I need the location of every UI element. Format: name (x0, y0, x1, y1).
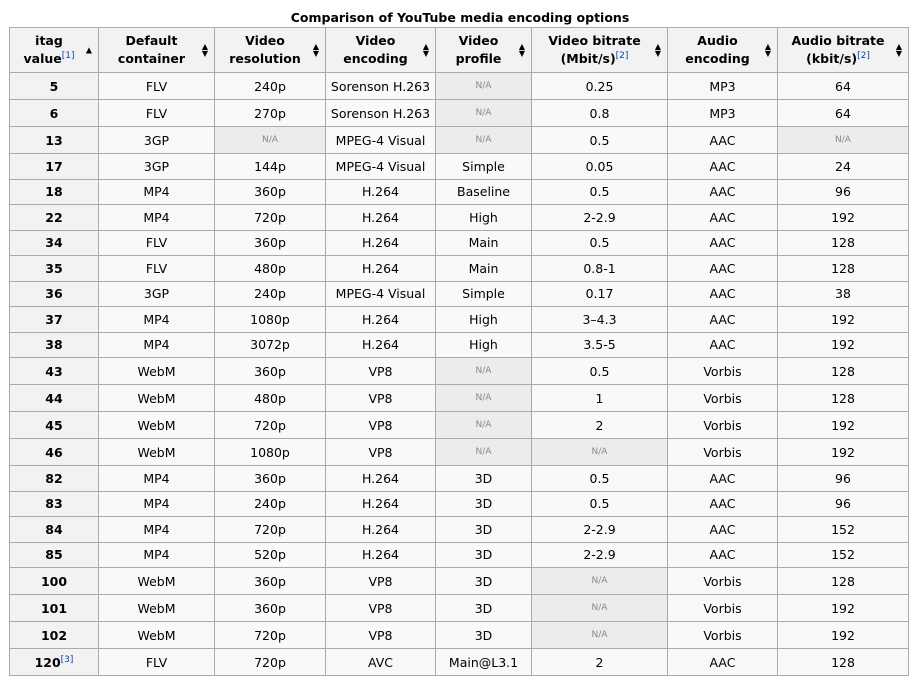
column-header-itag-value[interactable] (10, 28, 99, 73)
video-profile-cell: N/A (436, 412, 532, 439)
audio-encoding-cell: AAC (668, 542, 778, 568)
reference-link[interactable]: [2] (857, 50, 870, 61)
itag-value: 13 (45, 132, 63, 148)
video-encoding-cell: AVC (326, 649, 436, 676)
audio-bitrate-cell: 192 (778, 307, 909, 333)
video-encoding-cell: H.264 (326, 542, 436, 568)
video-encoding-cell: H.264 (326, 491, 436, 517)
table-row (10, 100, 909, 127)
audio-bitrate-cell: 38 (778, 281, 909, 307)
video-bitrate-cell: 0.5 (532, 127, 668, 154)
video-encoding-cell: MPEG-4 Visual (326, 281, 436, 307)
table-body (10, 73, 909, 676)
video-profile-cell: N/A (436, 127, 532, 154)
itag-value: 100 (40, 573, 68, 589)
itag-cell (10, 385, 99, 412)
itag-value: 5 (49, 78, 59, 94)
audio-encoding-cell: AAC (668, 517, 778, 543)
video-encoding-cell: VP8 (326, 439, 436, 466)
itag-value: 85 (45, 547, 63, 563)
audio-encoding-cell: Vorbis (668, 595, 778, 622)
itag-value: 38 (45, 337, 63, 353)
video-bitrate-cell: N/A (532, 439, 668, 466)
itag-value: 18 (45, 184, 63, 200)
audio-bitrate-cell: N/A (778, 127, 909, 154)
video-encoding-cell: Sorenson H.263 (326, 100, 436, 127)
resolution-cell: 360p (215, 595, 326, 622)
itag-cell (10, 281, 99, 307)
video-profile-cell: N/A (436, 358, 532, 385)
audio-bitrate-cell: 192 (778, 412, 909, 439)
video-bitrate-cell: 0.5 (532, 358, 668, 385)
container-cell: MP4 (99, 517, 215, 543)
table-row (10, 385, 909, 412)
resolution-cell: 360p (215, 568, 326, 595)
itag-cell (10, 100, 99, 127)
container-cell: MP4 (99, 466, 215, 492)
video-profile-cell: N/A (436, 73, 532, 100)
audio-bitrate-cell: 64 (778, 100, 909, 127)
table-row (10, 179, 909, 205)
resolution-cell: 360p (215, 179, 326, 205)
table-row (10, 281, 909, 307)
audio-encoding-cell: Vorbis (668, 385, 778, 412)
audio-bitrate-cell: 192 (778, 622, 909, 649)
itag-value: 46 (45, 444, 63, 460)
video-bitrate-cell: 1 (532, 385, 668, 412)
table-row (10, 466, 909, 492)
resolution-cell: 360p (215, 358, 326, 385)
video-bitrate-cell: 0.5 (532, 491, 668, 517)
audio-bitrate-cell: 128 (778, 568, 909, 595)
sort-both-icon[interactable]: ▲ ▼ (895, 42, 902, 58)
video-bitrate-cell: 2-2.9 (532, 517, 668, 543)
table-row (10, 230, 909, 256)
itag-value: 6 (49, 105, 59, 121)
table-row (10, 412, 909, 439)
container-cell: WebM (99, 439, 215, 466)
itag-value: 35 (45, 260, 63, 276)
resolution-cell: 240p (215, 491, 326, 517)
table-row (10, 205, 909, 231)
column-header-video-bitrate[interactable] (532, 28, 668, 73)
itag-cell (10, 649, 99, 676)
resolution-cell: 720p (215, 517, 326, 543)
sort-both-icon[interactable]: ▲ ▼ (654, 42, 661, 58)
itag-value: 34 (45, 235, 63, 251)
container-cell: 3GP (99, 127, 215, 154)
video-encoding-cell: H.264 (326, 466, 436, 492)
video-profile-cell: High (436, 307, 532, 333)
video-encoding-cell: H.264 (326, 256, 436, 282)
audio-bitrate-cell: 152 (778, 517, 909, 543)
itag-value: 120 (34, 654, 61, 670)
video-bitrate-cell: 3.5-5 (532, 332, 668, 358)
column-header-video-resolution[interactable] (215, 28, 326, 73)
audio-encoding-cell: Vorbis (668, 439, 778, 466)
audio-bitrate-cell: 96 (778, 491, 909, 517)
table-row (10, 517, 909, 543)
resolution-cell: 240p (215, 281, 326, 307)
resolution-cell: 1080p (215, 307, 326, 333)
audio-bitrate-cell: 96 (778, 466, 909, 492)
column-header-label: Video (245, 33, 285, 48)
video-encoding-cell: H.264 (326, 307, 436, 333)
audio-encoding-cell: AAC (668, 649, 778, 676)
itag-cell (10, 412, 99, 439)
audio-bitrate-cell: 128 (778, 649, 909, 676)
audio-bitrate-cell: 152 (778, 542, 909, 568)
column-header-video-profile[interactable] (436, 28, 532, 73)
column-header-label: resolution (229, 51, 301, 66)
video-bitrate-cell: 0.8 (532, 100, 668, 127)
audio-encoding-cell: AAC (668, 466, 778, 492)
table-row (10, 595, 909, 622)
table-row (10, 439, 909, 466)
container-cell: FLV (99, 73, 215, 100)
column-header-label: (kbit/s) (806, 51, 858, 66)
sort-ascending-icon[interactable]: ▲ (85, 45, 92, 55)
table-row (10, 332, 909, 358)
video-bitrate-cell: 0.8-1 (532, 256, 668, 282)
column-header-label: Video (355, 33, 396, 48)
table-row (10, 154, 909, 180)
video-profile-cell: 3D (436, 517, 532, 543)
video-encoding-cell: Sorenson H.263 (326, 73, 436, 100)
video-profile-cell: Baseline (436, 179, 532, 205)
table-row (10, 127, 909, 154)
itag-cell (10, 622, 99, 649)
audio-encoding-cell: AAC (668, 281, 778, 307)
itag-cell (10, 595, 99, 622)
audio-bitrate-cell: 192 (778, 595, 909, 622)
column-header-label: itag (35, 33, 63, 48)
audio-bitrate-cell: 96 (778, 179, 909, 205)
video-profile-cell: 3D (436, 622, 532, 649)
video-encoding-cell: H.264 (326, 205, 436, 231)
itag-value: 37 (45, 311, 63, 327)
container-cell: WebM (99, 385, 215, 412)
itag-value: 17 (45, 158, 63, 174)
column-header-label: (Mbit/s) (560, 51, 616, 66)
itag-cell (10, 154, 99, 180)
audio-bitrate-cell: 24 (778, 154, 909, 180)
video-encoding-cell: MPEG-4 Visual (326, 154, 436, 180)
video-encoding-cell: H.264 (326, 179, 436, 205)
audio-bitrate-cell: 128 (778, 256, 909, 282)
video-bitrate-cell: 0.5 (532, 466, 668, 492)
itag-value: 22 (45, 209, 63, 225)
table-row (10, 73, 909, 100)
video-profile-cell: Main (436, 256, 532, 282)
video-profile-cell: N/A (436, 385, 532, 412)
audio-bitrate-cell: 192 (778, 205, 909, 231)
video-profile-cell: N/A (436, 100, 532, 127)
container-cell: 3GP (99, 154, 215, 180)
video-encoding-cell: VP8 (326, 568, 436, 595)
table-row (10, 568, 909, 595)
resolution-cell: 480p (215, 385, 326, 412)
container-cell: FLV (99, 230, 215, 256)
audio-bitrate-cell: 192 (778, 439, 909, 466)
resolution-cell: 144p (215, 154, 326, 180)
itag-cell (10, 205, 99, 231)
audio-bitrate-cell: 128 (778, 385, 909, 412)
column-header-label: Video bitrate (548, 33, 641, 48)
itag-cell (10, 256, 99, 282)
audio-encoding-cell: AAC (668, 491, 778, 517)
itag-cell (10, 332, 99, 358)
video-encoding-cell: VP8 (326, 622, 436, 649)
audio-encoding-cell: AAC (668, 179, 778, 205)
audio-encoding-cell: AAC (668, 154, 778, 180)
container-cell: FLV (99, 256, 215, 282)
table-row (10, 358, 909, 385)
container-cell: FLV (99, 100, 215, 127)
resolution-cell: 360p (215, 230, 326, 256)
video-encoding-cell: H.264 (326, 332, 436, 358)
container-cell: WebM (99, 622, 215, 649)
video-profile-cell: 3D (436, 491, 532, 517)
container-cell: WebM (99, 358, 215, 385)
video-profile-cell: N/A (436, 439, 532, 466)
audio-bitrate-cell: 64 (778, 73, 909, 100)
video-bitrate-cell: 2-2.9 (532, 542, 668, 568)
video-profile-cell: Main@L3.1 (436, 649, 532, 676)
reference-link[interactable]: [2] (615, 50, 629, 61)
itag-value: 101 (40, 600, 68, 616)
audio-encoding-cell: Vorbis (668, 412, 778, 439)
resolution-cell: 720p (215, 205, 326, 231)
table-row (10, 256, 909, 282)
encoding-comparison-table (9, 27, 909, 676)
column-header-audio-encoding[interactable] (668, 28, 778, 73)
resolution-cell: 1080p (215, 439, 326, 466)
column-header-audio-bitrate[interactable] (778, 28, 909, 73)
table-row (10, 491, 909, 517)
resolution-cell: 720p (215, 622, 326, 649)
itag-cell (10, 179, 99, 205)
video-bitrate-cell: 3–4.3 (532, 307, 668, 333)
audio-encoding-cell: AAC (668, 205, 778, 231)
container-cell: MP4 (99, 491, 215, 517)
audio-bitrate-cell: 192 (778, 332, 909, 358)
itag-cell (10, 568, 99, 595)
table-row (10, 307, 909, 333)
video-bitrate-cell: N/A (532, 595, 668, 622)
audio-encoding-cell: MP3 (668, 100, 778, 127)
container-cell: 3GP (99, 281, 215, 307)
video-bitrate-cell: 0.5 (532, 230, 668, 256)
video-profile-cell: 3D (436, 595, 532, 622)
itag-value: 45 (45, 417, 63, 433)
container-cell: WebM (99, 568, 215, 595)
resolution-cell: 480p (215, 256, 326, 282)
resolution-cell: N/A (215, 127, 326, 154)
itag-value: 36 (45, 286, 63, 302)
itag-cell (10, 73, 99, 100)
video-bitrate-cell: N/A (532, 622, 668, 649)
table-row (10, 542, 909, 568)
itag-cell (10, 439, 99, 466)
column-header-label: profile (455, 51, 502, 66)
sort-both-icon[interactable]: ▲ ▼ (518, 42, 525, 58)
resolution-cell: 360p (215, 466, 326, 492)
itag-value: 82 (45, 470, 63, 486)
video-encoding-cell: VP8 (326, 358, 436, 385)
column-header-label: Audio bitrate (791, 33, 885, 48)
video-profile-cell: Main (436, 230, 532, 256)
audio-bitrate-cell: 128 (778, 230, 909, 256)
itag-cell (10, 517, 99, 543)
column-header-label: Default (125, 33, 178, 48)
sort-both-icon[interactable]: ▲ ▼ (312, 42, 319, 58)
itag-value: 43 (45, 363, 63, 379)
column-header-video-encoding[interactable] (326, 28, 436, 73)
resolution-cell: 3072p (215, 332, 326, 358)
column-header-label: value (23, 51, 62, 66)
sort-both-icon[interactable]: ▲ ▼ (764, 42, 771, 58)
itag-value: 83 (45, 496, 63, 512)
video-profile-cell: 3D (436, 542, 532, 568)
video-bitrate-cell: 2-2.9 (532, 205, 668, 231)
header-row (10, 28, 909, 73)
column-header-label: container (117, 51, 186, 66)
video-profile-cell: 3D (436, 466, 532, 492)
container-cell: MP4 (99, 179, 215, 205)
container-cell: MP4 (99, 307, 215, 333)
column-header-label: encoding (685, 51, 750, 66)
video-encoding-cell: VP8 (326, 595, 436, 622)
video-bitrate-cell: 0.05 (532, 154, 668, 180)
video-encoding-cell: VP8 (326, 412, 436, 439)
video-encoding-cell: H.264 (326, 517, 436, 543)
audio-encoding-cell: Vorbis (668, 622, 778, 649)
reference-link[interactable]: [3] (60, 654, 74, 665)
sort-both-icon[interactable]: ▲ ▼ (422, 42, 429, 58)
video-bitrate-cell: 0.5 (532, 179, 668, 205)
video-profile-cell: High (436, 332, 532, 358)
audio-encoding-cell: Vorbis (668, 568, 778, 595)
itag-value: 102 (40, 627, 68, 643)
column-header-label: Audio (697, 33, 738, 48)
video-profile-cell: Simple (436, 281, 532, 307)
video-bitrate-cell: N/A (532, 568, 668, 595)
container-cell: MP4 (99, 332, 215, 358)
container-cell: MP4 (99, 205, 215, 231)
reference-link[interactable]: [1] (61, 50, 75, 61)
resolution-cell: 720p (215, 412, 326, 439)
sort-both-icon[interactable]: ▲ ▼ (201, 42, 208, 58)
container-cell: FLV (99, 649, 215, 676)
container-cell: WebM (99, 412, 215, 439)
video-bitrate-cell: 0.17 (532, 281, 668, 307)
resolution-cell: 720p (215, 649, 326, 676)
video-bitrate-cell: 0.25 (532, 73, 668, 100)
audio-encoding-cell: AAC (668, 256, 778, 282)
itag-cell (10, 230, 99, 256)
container-cell: MP4 (99, 542, 215, 568)
itag-value: 44 (45, 390, 63, 406)
audio-encoding-cell: AAC (668, 127, 778, 154)
video-encoding-cell: H.264 (326, 230, 436, 256)
column-header-default-container[interactable] (99, 28, 215, 73)
audio-encoding-cell: MP3 (668, 73, 778, 100)
resolution-cell: 520p (215, 542, 326, 568)
video-bitrate-cell: 2 (532, 649, 668, 676)
resolution-cell: 270p (215, 100, 326, 127)
audio-bitrate-cell: 128 (778, 358, 909, 385)
column-header-label: Video (458, 33, 499, 48)
video-bitrate-cell: 2 (532, 412, 668, 439)
video-profile-cell: 3D (436, 568, 532, 595)
itag-cell (10, 542, 99, 568)
audio-encoding-cell: Vorbis (668, 358, 778, 385)
itag-cell (10, 491, 99, 517)
video-encoding-cell: MPEG-4 Visual (326, 127, 436, 154)
itag-cell (10, 466, 99, 492)
video-encoding-cell: VP8 (326, 385, 436, 412)
audio-encoding-cell: AAC (668, 230, 778, 256)
itag-cell (10, 307, 99, 333)
resolution-cell: 240p (215, 73, 326, 100)
container-cell: WebM (99, 595, 215, 622)
audio-encoding-cell: AAC (668, 307, 778, 333)
table-caption: Comparison of YouTube media encoding options (290, 10, 630, 25)
video-profile-cell: High (436, 205, 532, 231)
audio-encoding-cell: AAC (668, 332, 778, 358)
itag-cell (10, 127, 99, 154)
table-row (10, 649, 909, 676)
video-profile-cell: Simple (436, 154, 532, 180)
table-row (10, 622, 909, 649)
itag-cell (10, 358, 99, 385)
column-header-label: encoding (343, 51, 408, 66)
itag-value: 84 (45, 521, 63, 537)
